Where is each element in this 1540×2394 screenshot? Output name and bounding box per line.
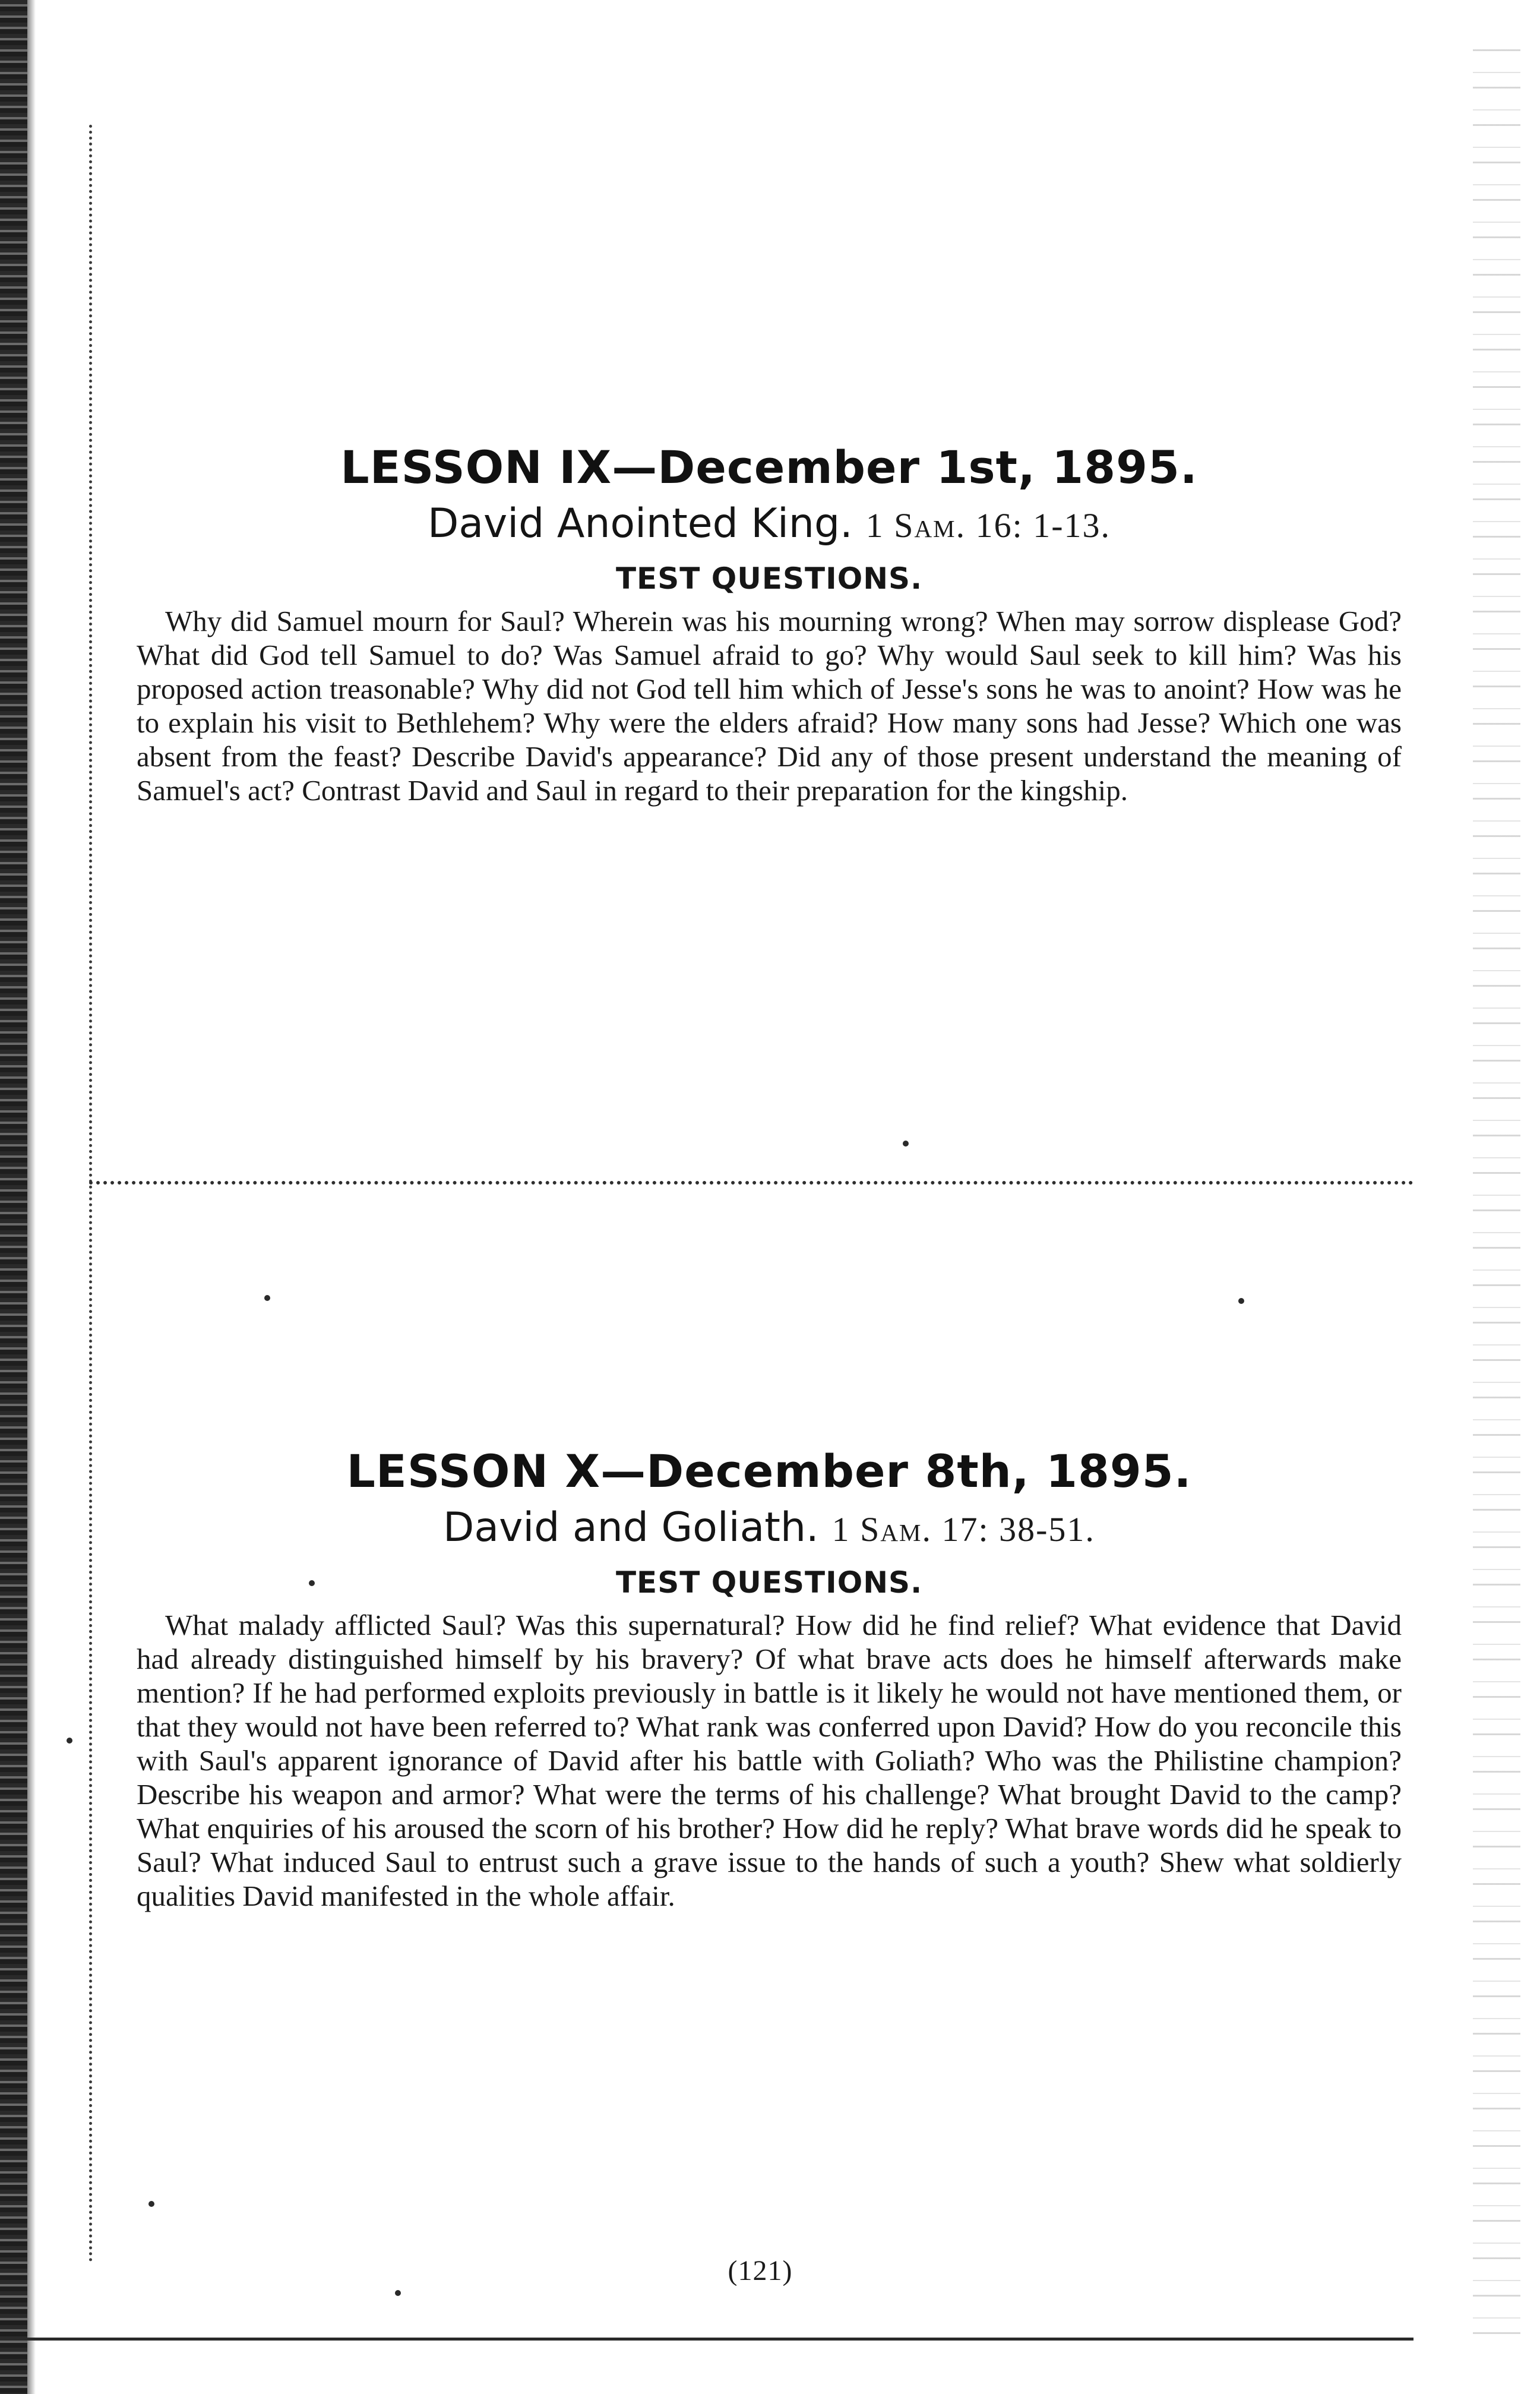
questions-paragraph: What malady afflicted Saul? Was this supernatural? How did he find relief? What evidence that David had already distinguished himself by his bravery? Of what brave acts does he himself afterwards make mention? If he had performed exploits previously in battle is it likely he would not have mentioned them, or that they would not have been referred to? What rank was conferred upon David? How do you reconcile this with Saul's apparent ignorance of David after his battle with Goliath? Who was the Philistine champion? Describe his weapon and armor? What were the terms of his challenge? What brought David to the camp? What enquiries of his aroused the scorn of his brother? How did he reply? What brave words did he speak to Saul? What induced Saul to entrust such a grave issue to the hands of such a youth? Shew what soldierly qualities David manifested in the whole affair.	[137, 1608, 1402, 1912]
reference-verses: 16: 1-13.	[975, 506, 1111, 545]
reference-number: 1	[865, 506, 884, 545]
right-edge-noise	[1473, 36, 1520, 2352]
lesson-ix	[137, 443, 1402, 807]
lesson-title: David Anointed King.	[427, 500, 853, 547]
binding-edge	[0, 0, 27, 2394]
bottom-rule	[12, 2338, 1413, 2341]
ink-speck	[309, 1580, 315, 1586]
section-label: TEST QUESTIONS.	[615, 1565, 923, 1600]
section-label: TEST QUESTIONS.	[615, 561, 923, 596]
questions-paragraph: Why did Samuel mourn for Saul? Wherein was his mourning wrong? When may sorrow displease God? What did God tell Samuel to do? Was Samuel afraid to go? Why would Saul seek to kill him? Was his proposed action treasonable? Why did not God tell him which of Jesse's sons he was to anoint? How was he to explain his visit to Bethlehem? Why were the elders afraid? How many sons had Jesse? Which one was absent from the feast? Describe David's appearance? Did any of those present understand the meaning of Samuel's act? Contrast David and Saul in regard to their preparation for the kingship.	[137, 604, 1402, 807]
section-divider	[89, 1181, 1413, 1185]
lesson-subtitle	[137, 501, 1402, 547]
lesson-heading: LESSON IX—December 1st, 1895.	[340, 441, 1198, 494]
reference-book: Sam.	[860, 1509, 932, 1549]
ink-speck	[1238, 1298, 1244, 1304]
lesson-title: David and Goliath.	[443, 1504, 819, 1551]
reference-number: 1	[831, 1509, 850, 1549]
scripture-reference	[866, 506, 1111, 545]
ink-speck	[148, 2201, 154, 2207]
left-dotted-rule	[89, 125, 92, 2263]
reference-verses: 17: 38-51.	[941, 1509, 1095, 1549]
ink-speck	[395, 2290, 401, 2296]
ink-speck	[903, 1141, 909, 1147]
lesson-heading: LESSON X—December 8th, 1895.	[346, 1445, 1192, 1498]
lesson-x	[137, 1446, 1402, 1913]
page-number: (121)	[728, 2255, 793, 2286]
lesson-subtitle	[137, 1505, 1402, 1551]
reference-book: Sam.	[894, 506, 966, 545]
ink-speck	[264, 1295, 270, 1301]
scripture-reference	[832, 1510, 1095, 1549]
ink-speck	[67, 1738, 72, 1744]
binding-shadow	[27, 0, 36, 2394]
